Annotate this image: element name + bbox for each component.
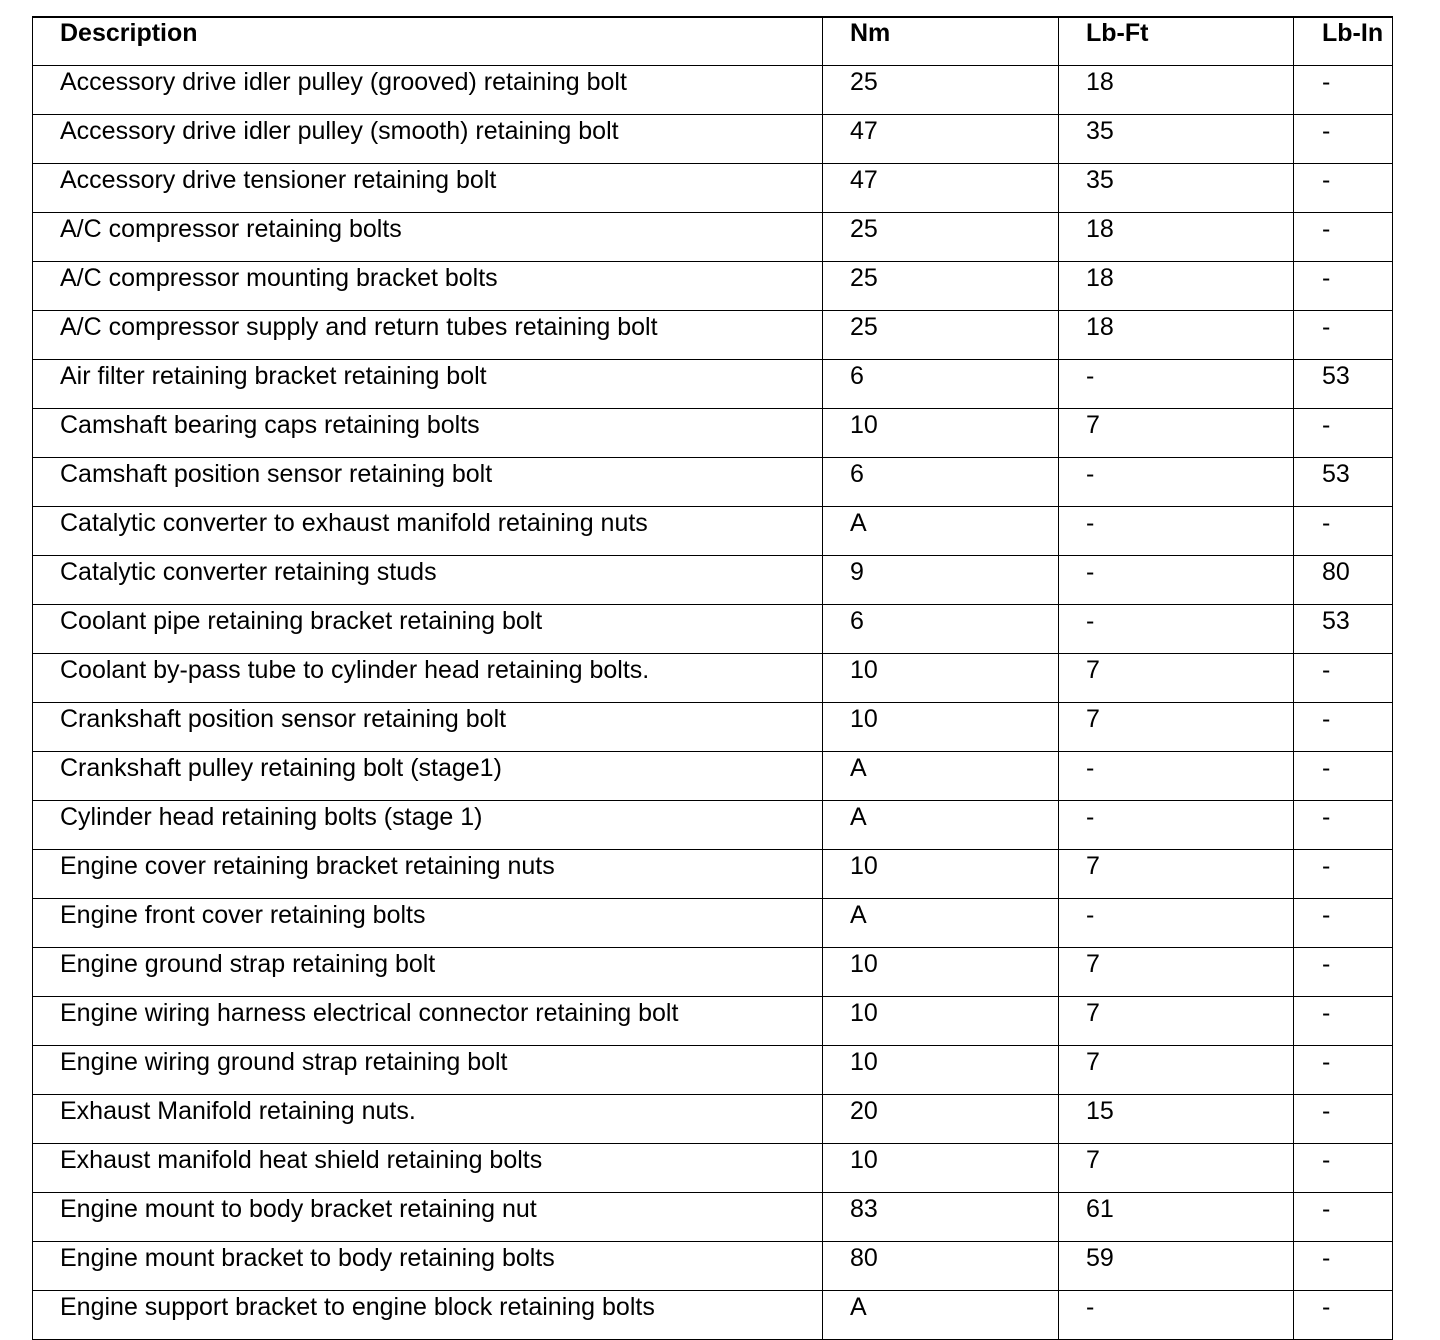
nm-cell: A <box>823 507 1059 556</box>
description-cell: Coolant by-pass tube to cylinder head retaining bolts. <box>33 654 823 703</box>
lb-ft-cell: - <box>1059 1291 1294 1340</box>
table-row <box>33 899 1393 948</box>
nm-cell: A <box>823 752 1059 801</box>
description-cell: A/C compressor retaining bolts <box>33 213 823 262</box>
lb-ft-cell: 35 <box>1059 164 1294 213</box>
nm-cell: 25 <box>823 311 1059 360</box>
nm-cell: 10 <box>823 703 1059 752</box>
lb-ft-cell: - <box>1059 899 1294 948</box>
lb-in-cell: 53 <box>1294 360 1393 409</box>
table-row <box>33 360 1393 409</box>
lb-ft-cell: 18 <box>1059 213 1294 262</box>
description-cell: Crankshaft pulley retaining bolt (stage1) <box>33 752 823 801</box>
nm-cell: 6 <box>823 360 1059 409</box>
nm-cell: 47 <box>823 115 1059 164</box>
lb-ft-cell: 18 <box>1059 311 1294 360</box>
nm-cell: A <box>823 801 1059 850</box>
column-header-lb-in: Lb-In <box>1294 17 1393 66</box>
nm-cell: 25 <box>823 66 1059 115</box>
description-cell: Engine mount to body bracket retaining nut <box>33 1193 823 1242</box>
description-cell: Engine wiring harness electrical connector retaining bolt <box>33 997 823 1046</box>
nm-cell: 6 <box>823 458 1059 507</box>
nm-cell: 25 <box>823 213 1059 262</box>
description-cell: Air filter retaining bracket retaining bolt <box>33 360 823 409</box>
description-cell: Accessory drive idler pulley (smooth) retaining bolt <box>33 115 823 164</box>
description-cell: Accessory drive tensioner retaining bolt <box>33 164 823 213</box>
description-cell: Engine ground strap retaining bolt <box>33 948 823 997</box>
lb-ft-cell: 18 <box>1059 66 1294 115</box>
nm-cell: 10 <box>823 997 1059 1046</box>
table-header-row <box>33 17 1393 66</box>
table-row <box>33 1095 1393 1144</box>
nm-cell: A <box>823 899 1059 948</box>
nm-cell: 10 <box>823 654 1059 703</box>
lb-in-cell: 53 <box>1294 605 1393 654</box>
lb-in-cell: - <box>1294 1046 1393 1095</box>
lb-in-cell: 53 <box>1294 458 1393 507</box>
table-row <box>33 1144 1393 1193</box>
lb-ft-cell: 61 <box>1059 1193 1294 1242</box>
lb-in-cell: - <box>1294 997 1393 1046</box>
description-cell: Engine cover retaining bracket retaining nuts <box>33 850 823 899</box>
table-row <box>33 115 1393 164</box>
nm-cell: 9 <box>823 556 1059 605</box>
lb-in-cell: - <box>1294 1242 1393 1291</box>
lb-in-cell: - <box>1294 850 1393 899</box>
description-cell: Catalytic converter to exhaust manifold retaining nuts <box>33 507 823 556</box>
description-cell: Exhaust Manifold retaining nuts. <box>33 1095 823 1144</box>
description-cell: Crankshaft position sensor retaining bolt <box>33 703 823 752</box>
table-row <box>33 507 1393 556</box>
lb-ft-cell: - <box>1059 752 1294 801</box>
column-header-lb-ft: Lb-Ft <box>1059 17 1294 66</box>
table-row <box>33 409 1393 458</box>
nm-cell: 6 <box>823 605 1059 654</box>
table-row <box>33 752 1393 801</box>
lb-in-cell: - <box>1294 507 1393 556</box>
nm-cell: 10 <box>823 1046 1059 1095</box>
lb-ft-cell: 7 <box>1059 997 1294 1046</box>
description-cell: Engine wiring ground strap retaining bolt <box>33 1046 823 1095</box>
description-cell: Engine mount bracket to body retaining bolts <box>33 1242 823 1291</box>
lb-in-cell: - <box>1294 1144 1393 1193</box>
nm-cell: 83 <box>823 1193 1059 1242</box>
nm-cell: 10 <box>823 409 1059 458</box>
nm-cell: 25 <box>823 262 1059 311</box>
description-cell: Engine front cover retaining bolts <box>33 899 823 948</box>
lb-ft-cell: 7 <box>1059 654 1294 703</box>
lb-ft-cell: 7 <box>1059 703 1294 752</box>
lb-ft-cell: 7 <box>1059 1046 1294 1095</box>
column-header-nm: Nm <box>823 17 1059 66</box>
table-row <box>33 213 1393 262</box>
torque-specification-table <box>32 16 1393 1340</box>
description-cell: Cylinder head retaining bolts (stage 1) <box>33 801 823 850</box>
lb-in-cell: - <box>1294 262 1393 311</box>
lb-ft-cell: 7 <box>1059 850 1294 899</box>
nm-cell: 80 <box>823 1242 1059 1291</box>
column-header-description: Description <box>33 17 823 66</box>
table-row <box>33 850 1393 899</box>
lb-in-cell: - <box>1294 752 1393 801</box>
lb-in-cell: - <box>1294 801 1393 850</box>
description-cell: Camshaft bearing caps retaining bolts <box>33 409 823 458</box>
lb-ft-cell: - <box>1059 507 1294 556</box>
nm-cell: 10 <box>823 850 1059 899</box>
lb-ft-cell: - <box>1059 360 1294 409</box>
table-row <box>33 605 1393 654</box>
table-body <box>33 66 1393 1340</box>
description-cell: Coolant pipe retaining bracket retaining bolt <box>33 605 823 654</box>
description-cell: Engine support bracket to engine block retaining bolts <box>33 1291 823 1340</box>
description-cell: Accessory drive idler pulley (grooved) retaining bolt <box>33 66 823 115</box>
nm-cell: 10 <box>823 1144 1059 1193</box>
description-cell: Camshaft position sensor retaining bolt <box>33 458 823 507</box>
table-row <box>33 1193 1393 1242</box>
lb-in-cell: - <box>1294 164 1393 213</box>
lb-ft-cell: 7 <box>1059 948 1294 997</box>
lb-in-cell: - <box>1294 703 1393 752</box>
lb-in-cell: - <box>1294 1193 1393 1242</box>
lb-ft-cell: 7 <box>1059 409 1294 458</box>
table-row <box>33 703 1393 752</box>
description-cell: A/C compressor supply and return tubes retaining bolt <box>33 311 823 360</box>
description-cell: Catalytic converter retaining studs <box>33 556 823 605</box>
lb-in-cell: - <box>1294 1291 1393 1340</box>
lb-in-cell: - <box>1294 1095 1393 1144</box>
lb-in-cell: - <box>1294 899 1393 948</box>
lb-ft-cell: 35 <box>1059 115 1294 164</box>
nm-cell: A <box>823 1291 1059 1340</box>
table-row <box>33 654 1393 703</box>
lb-ft-cell: 7 <box>1059 1144 1294 1193</box>
lb-in-cell: - <box>1294 213 1393 262</box>
table-row <box>33 1046 1393 1095</box>
table-row <box>33 1242 1393 1291</box>
table-row <box>33 311 1393 360</box>
table-row <box>33 801 1393 850</box>
table-row <box>33 262 1393 311</box>
table-row <box>33 948 1393 997</box>
table-row <box>33 164 1393 213</box>
nm-cell: 10 <box>823 948 1059 997</box>
nm-cell: 20 <box>823 1095 1059 1144</box>
lb-in-cell: - <box>1294 66 1393 115</box>
table-row <box>33 556 1393 605</box>
table-row <box>33 1291 1393 1340</box>
lb-in-cell: - <box>1294 409 1393 458</box>
table-row <box>33 997 1393 1046</box>
lb-in-cell: - <box>1294 115 1393 164</box>
nm-cell: 47 <box>823 164 1059 213</box>
table-row <box>33 458 1393 507</box>
table-row <box>33 66 1393 115</box>
lb-ft-cell: - <box>1059 556 1294 605</box>
lb-ft-cell: - <box>1059 458 1294 507</box>
lb-ft-cell: - <box>1059 605 1294 654</box>
description-cell: Exhaust manifold heat shield retaining bolts <box>33 1144 823 1193</box>
lb-in-cell: - <box>1294 948 1393 997</box>
lb-in-cell: 80 <box>1294 556 1393 605</box>
lb-ft-cell: 59 <box>1059 1242 1294 1291</box>
lb-ft-cell: - <box>1059 801 1294 850</box>
lb-ft-cell: 15 <box>1059 1095 1294 1144</box>
lb-in-cell: - <box>1294 311 1393 360</box>
description-cell: A/C compressor mounting bracket bolts <box>33 262 823 311</box>
lb-in-cell: - <box>1294 654 1393 703</box>
lb-ft-cell: 18 <box>1059 262 1294 311</box>
